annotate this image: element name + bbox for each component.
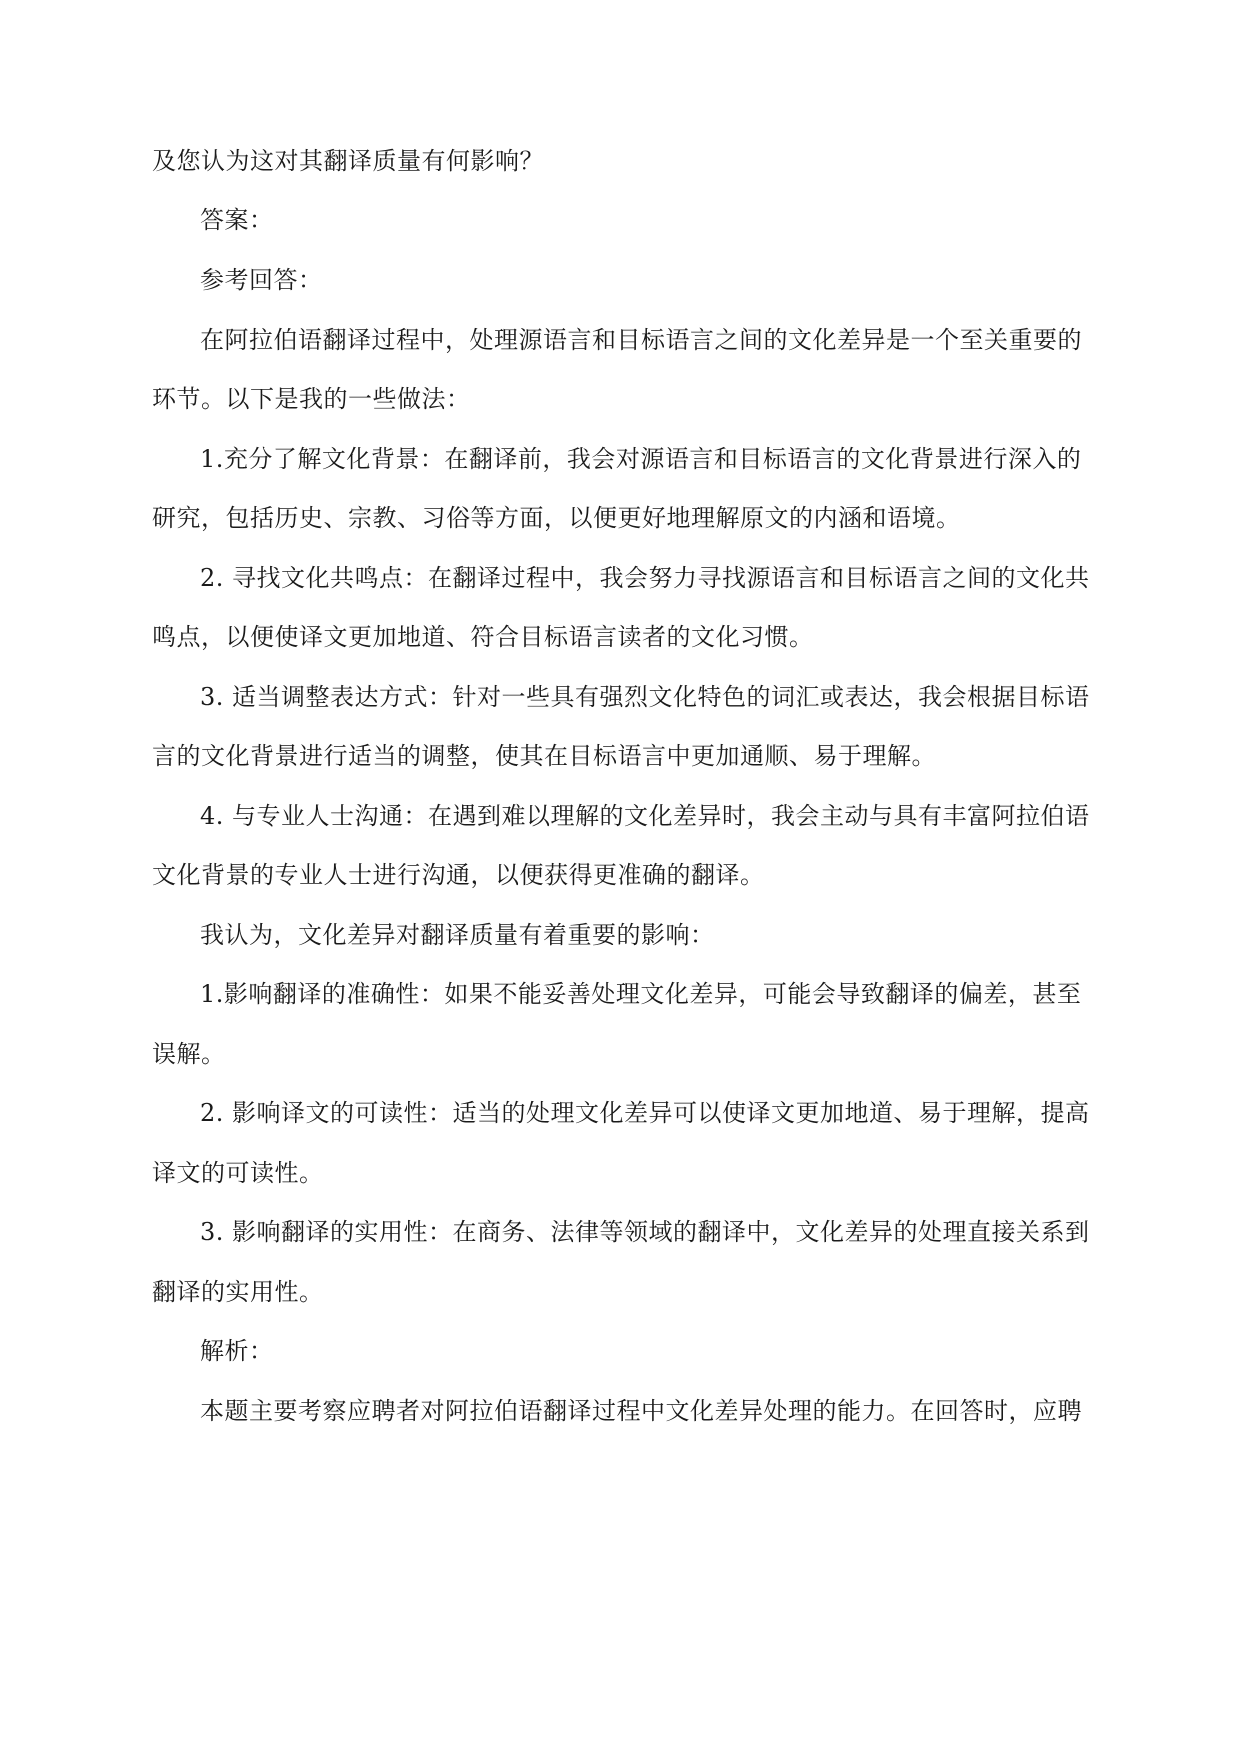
list-item: 2. 影响译文的可读性：适当的处理文化差异可以使译文更加地道、易于理解，提高: [200, 1099, 1090, 1127]
reference-answer-heading: 参考回答：: [200, 266, 323, 294]
list-item: 1.影响翻译的准确性：如果不能妥善处理文化差异，可能会导致翻译的偏差，甚至: [200, 980, 1082, 1008]
text-line: 及您认为这对其翻译质量有何影响？: [152, 147, 544, 175]
text-line: 本题主要考察应聘者对阿拉伯语翻译过程中文化差异处理的能力。在回答时，应聘: [200, 1397, 1082, 1425]
list-item: 3. 适当调整表达方式：针对一些具有强烈文化特色的词汇或表达，我会根据目标语: [200, 683, 1090, 711]
text-line: 研究，包括历史、宗教、习俗等方面，以便更好地理解原文的内涵和语境。: [152, 504, 961, 532]
list-item: 2. 寻找文化共鸣点：在翻译过程中，我会努力寻找源语言和目标语言之间的文化共: [200, 564, 1090, 592]
text-line: 文化背景的专业人士进行沟通，以便获得更准确的翻译。: [152, 861, 765, 889]
text-line: 在阿拉伯语翻译过程中，处理源语言和目标语言之间的文化差异是一个至关重要的: [200, 326, 1082, 354]
answer-heading: 答案：: [200, 206, 274, 234]
list-item: 3. 影响翻译的实用性：在商务、法律等领域的翻译中，文化差异的处理直接关系到: [200, 1218, 1090, 1246]
text-line: 鸣点，以便使译文更加地道、符合目标语言读者的文化习惯。: [152, 623, 814, 651]
analysis-heading: 解析：: [200, 1337, 274, 1365]
list-item: 4. 与专业人士沟通：在遇到难以理解的文化差异时，我会主动与具有丰富阿拉伯语: [200, 802, 1090, 830]
text-line: 译文的可读性。: [152, 1159, 324, 1187]
text-line: 言的文化背景进行适当的调整，使其在目标语言中更加通顺、易于理解。: [152, 742, 936, 770]
list-item: 1.充分了解文化背景：在翻译前，我会对源语言和目标语言的文化背景进行深入的: [200, 445, 1082, 473]
text-line: 环节。以下是我的一些做法：: [152, 385, 471, 413]
text-line: 翻译的实用性。: [152, 1278, 324, 1306]
text-line: 我认为，文化差异对翻译质量有着重要的影响：: [200, 921, 715, 949]
text-line: 误解。: [152, 1040, 226, 1068]
